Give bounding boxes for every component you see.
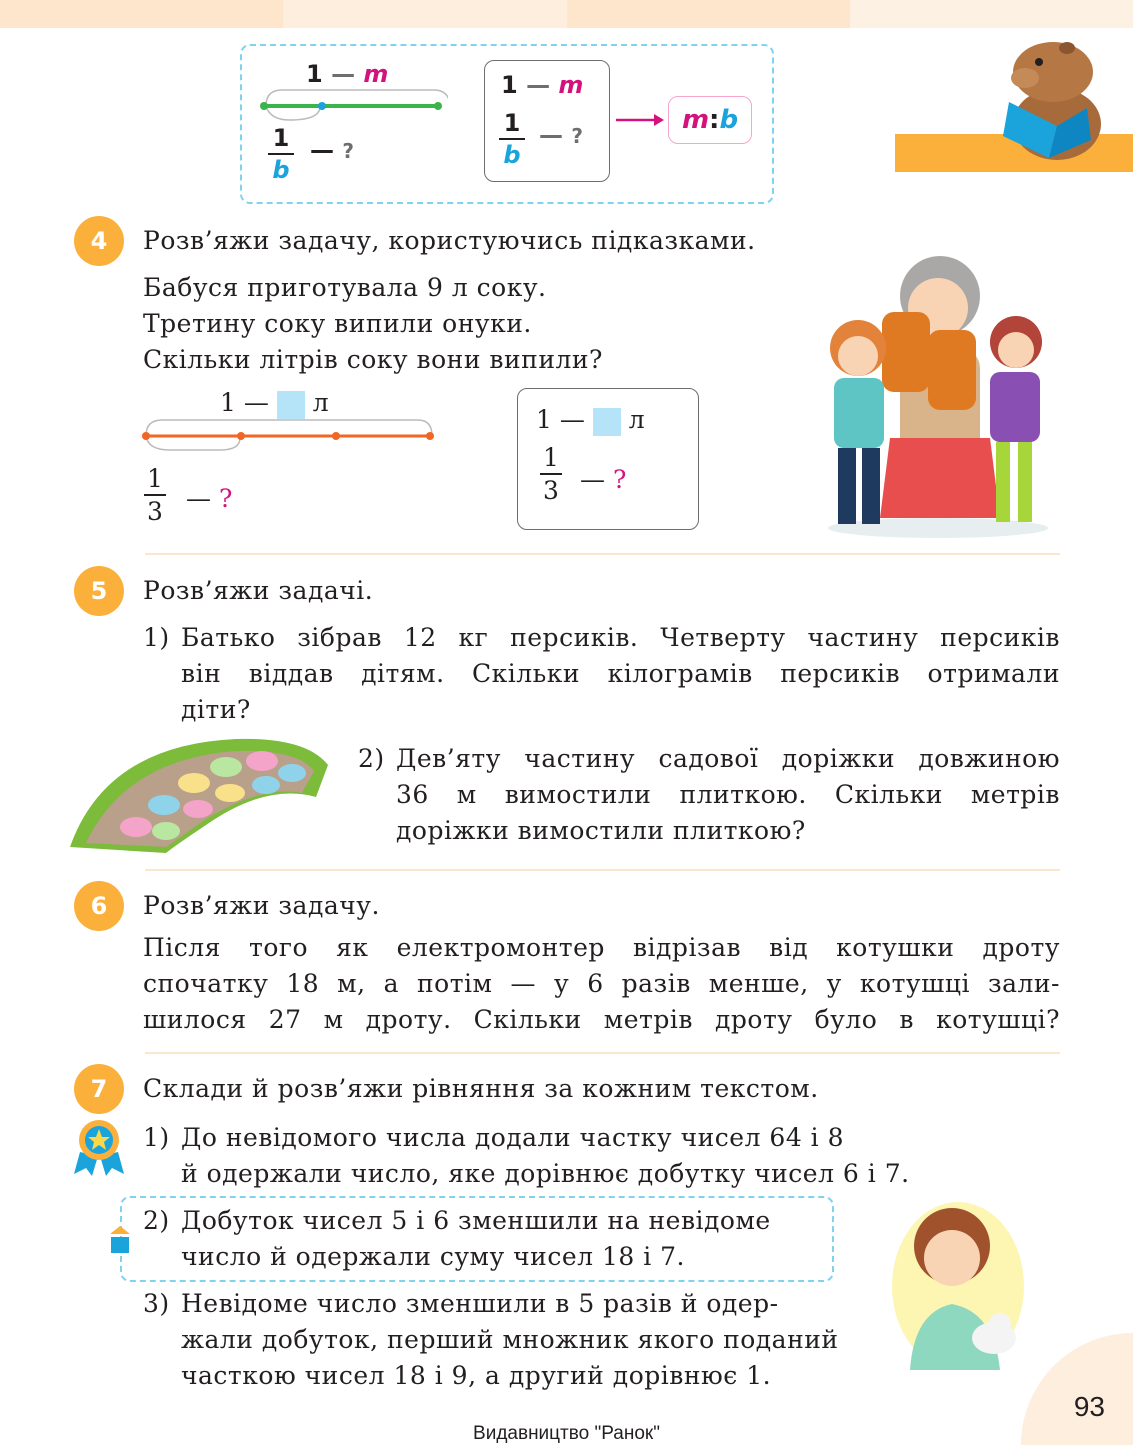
task5-part1-line: він віддав дітям. Скільки кілограмів персиків отримали — [181, 659, 1060, 688]
task7-part-label: 2) — [143, 1206, 170, 1235]
task7-part2-line: Добуток чисел 5 і 6 зменшили на невідоме — [181, 1206, 771, 1235]
task4-record-fraction: 1 3 — [540, 445, 562, 503]
hint-record-line1: 1 — m — [501, 71, 584, 99]
task4-record-question: — ? — [580, 465, 627, 494]
task7-part3-line: часткою чисел 18 і 9, а другий дорівнює 1. — [181, 1361, 772, 1390]
task6-line: спочатку 18 м, а потім — у 6 разів менше, у котушці зали- — [143, 969, 1060, 998]
medal-icon — [72, 1118, 126, 1176]
hint-box — [240, 44, 774, 204]
task-number-badge: 7 — [74, 1064, 124, 1114]
stone-path-illustration — [66, 735, 330, 855]
task-number-badge: 6 — [74, 881, 124, 931]
house-icon — [108, 1224, 132, 1256]
page-number: 93 — [1073, 1391, 1105, 1422]
section-divider — [145, 869, 1060, 871]
task4-record-box — [517, 388, 699, 530]
hint-record-fraction: 1 b — [499, 111, 525, 167]
boy-with-cat-illustration — [890, 1200, 1030, 1375]
grandma-kids-illustration — [820, 238, 1056, 540]
task6-line: Після того як електромонтер відрізав від котушки дроту — [143, 933, 1060, 962]
task4-fraction: 1 3 — [144, 466, 166, 524]
capybara-reading-illustration — [995, 36, 1115, 161]
task5-part1-line: Батько зібрав 12 кг персиків. Четверту частину персиків — [181, 623, 1060, 652]
task7-part2-line: число й одержали суму чисел 18 і 7. — [181, 1242, 685, 1271]
task5-part2-line: Дев’яту частину садової доріжки довжиною — [396, 744, 1060, 773]
task4-title: Розв’яжи задачу, користуючись підказками. — [143, 226, 756, 255]
segment-diagram — [258, 84, 448, 129]
task5-part1-line: діти? — [181, 695, 251, 724]
task6-title: Розв’яжи задачу. — [143, 891, 380, 920]
task7-part3-line: жали добуток, перший множник якого поданий — [181, 1325, 839, 1354]
task4-line: Третину соку випили онуки. — [143, 309, 532, 338]
top-color-bar — [0, 0, 1133, 28]
publisher-footer: Видавництво "Ранок" — [473, 1423, 660, 1444]
task5-part-label: 2) — [358, 744, 385, 773]
task4-line: Скільки літрів соку вони випили? — [143, 345, 603, 374]
hint-segment-label: 1 — m — [306, 60, 389, 88]
hint-record-question: — ? — [539, 121, 583, 149]
section-divider — [145, 1052, 1060, 1054]
segment-diagram — [140, 414, 440, 458]
task7-part3-line: Невідоме число зменшили в 5 разів й одер- — [181, 1289, 779, 1318]
task7-title: Склади й розв’яжи рівняння за кожним текстом. — [143, 1074, 819, 1103]
task4-line: Бабуся приготувала 9 л соку. — [143, 273, 547, 302]
task5-part2-line: 36 м вимостили плиткою. Скільки метрів — [396, 780, 1060, 809]
task4-fraction-question: — ? — [186, 484, 233, 513]
task-number-badge: 5 — [74, 566, 124, 616]
task6-line: шилося 27 м дроту. Скільки метрів дроту було в котушці? — [143, 1005, 1060, 1034]
task5-part2-line: доріжки вимостили плиткою? — [396, 816, 806, 845]
hint-fraction: 1 b — [268, 126, 294, 182]
task7-part-label: 3) — [143, 1289, 170, 1318]
task-number-badge: 4 — [74, 216, 124, 266]
arrow-right-icon — [614, 110, 666, 130]
task5-part-label: 1) — [143, 623, 170, 652]
hint-result-box: m:b — [668, 96, 752, 144]
task7-part1-line: й одержали число, яке дорівнює добутку чисел 6 і 7. — [181, 1159, 910, 1188]
hint-record-box — [484, 60, 610, 182]
hint-fraction-question: — ? — [310, 136, 354, 164]
task5-title: Розв’яжи задачі. — [143, 576, 374, 605]
task4-segment-label: 1 — л — [220, 388, 329, 417]
task7-part1-line: До невідомого числа додали частку чисел 64 і 8 — [181, 1123, 845, 1152]
section-divider — [145, 553, 1060, 555]
task7-part-label: 1) — [143, 1123, 170, 1152]
task4-record-line1: 1 — л — [536, 405, 645, 434]
